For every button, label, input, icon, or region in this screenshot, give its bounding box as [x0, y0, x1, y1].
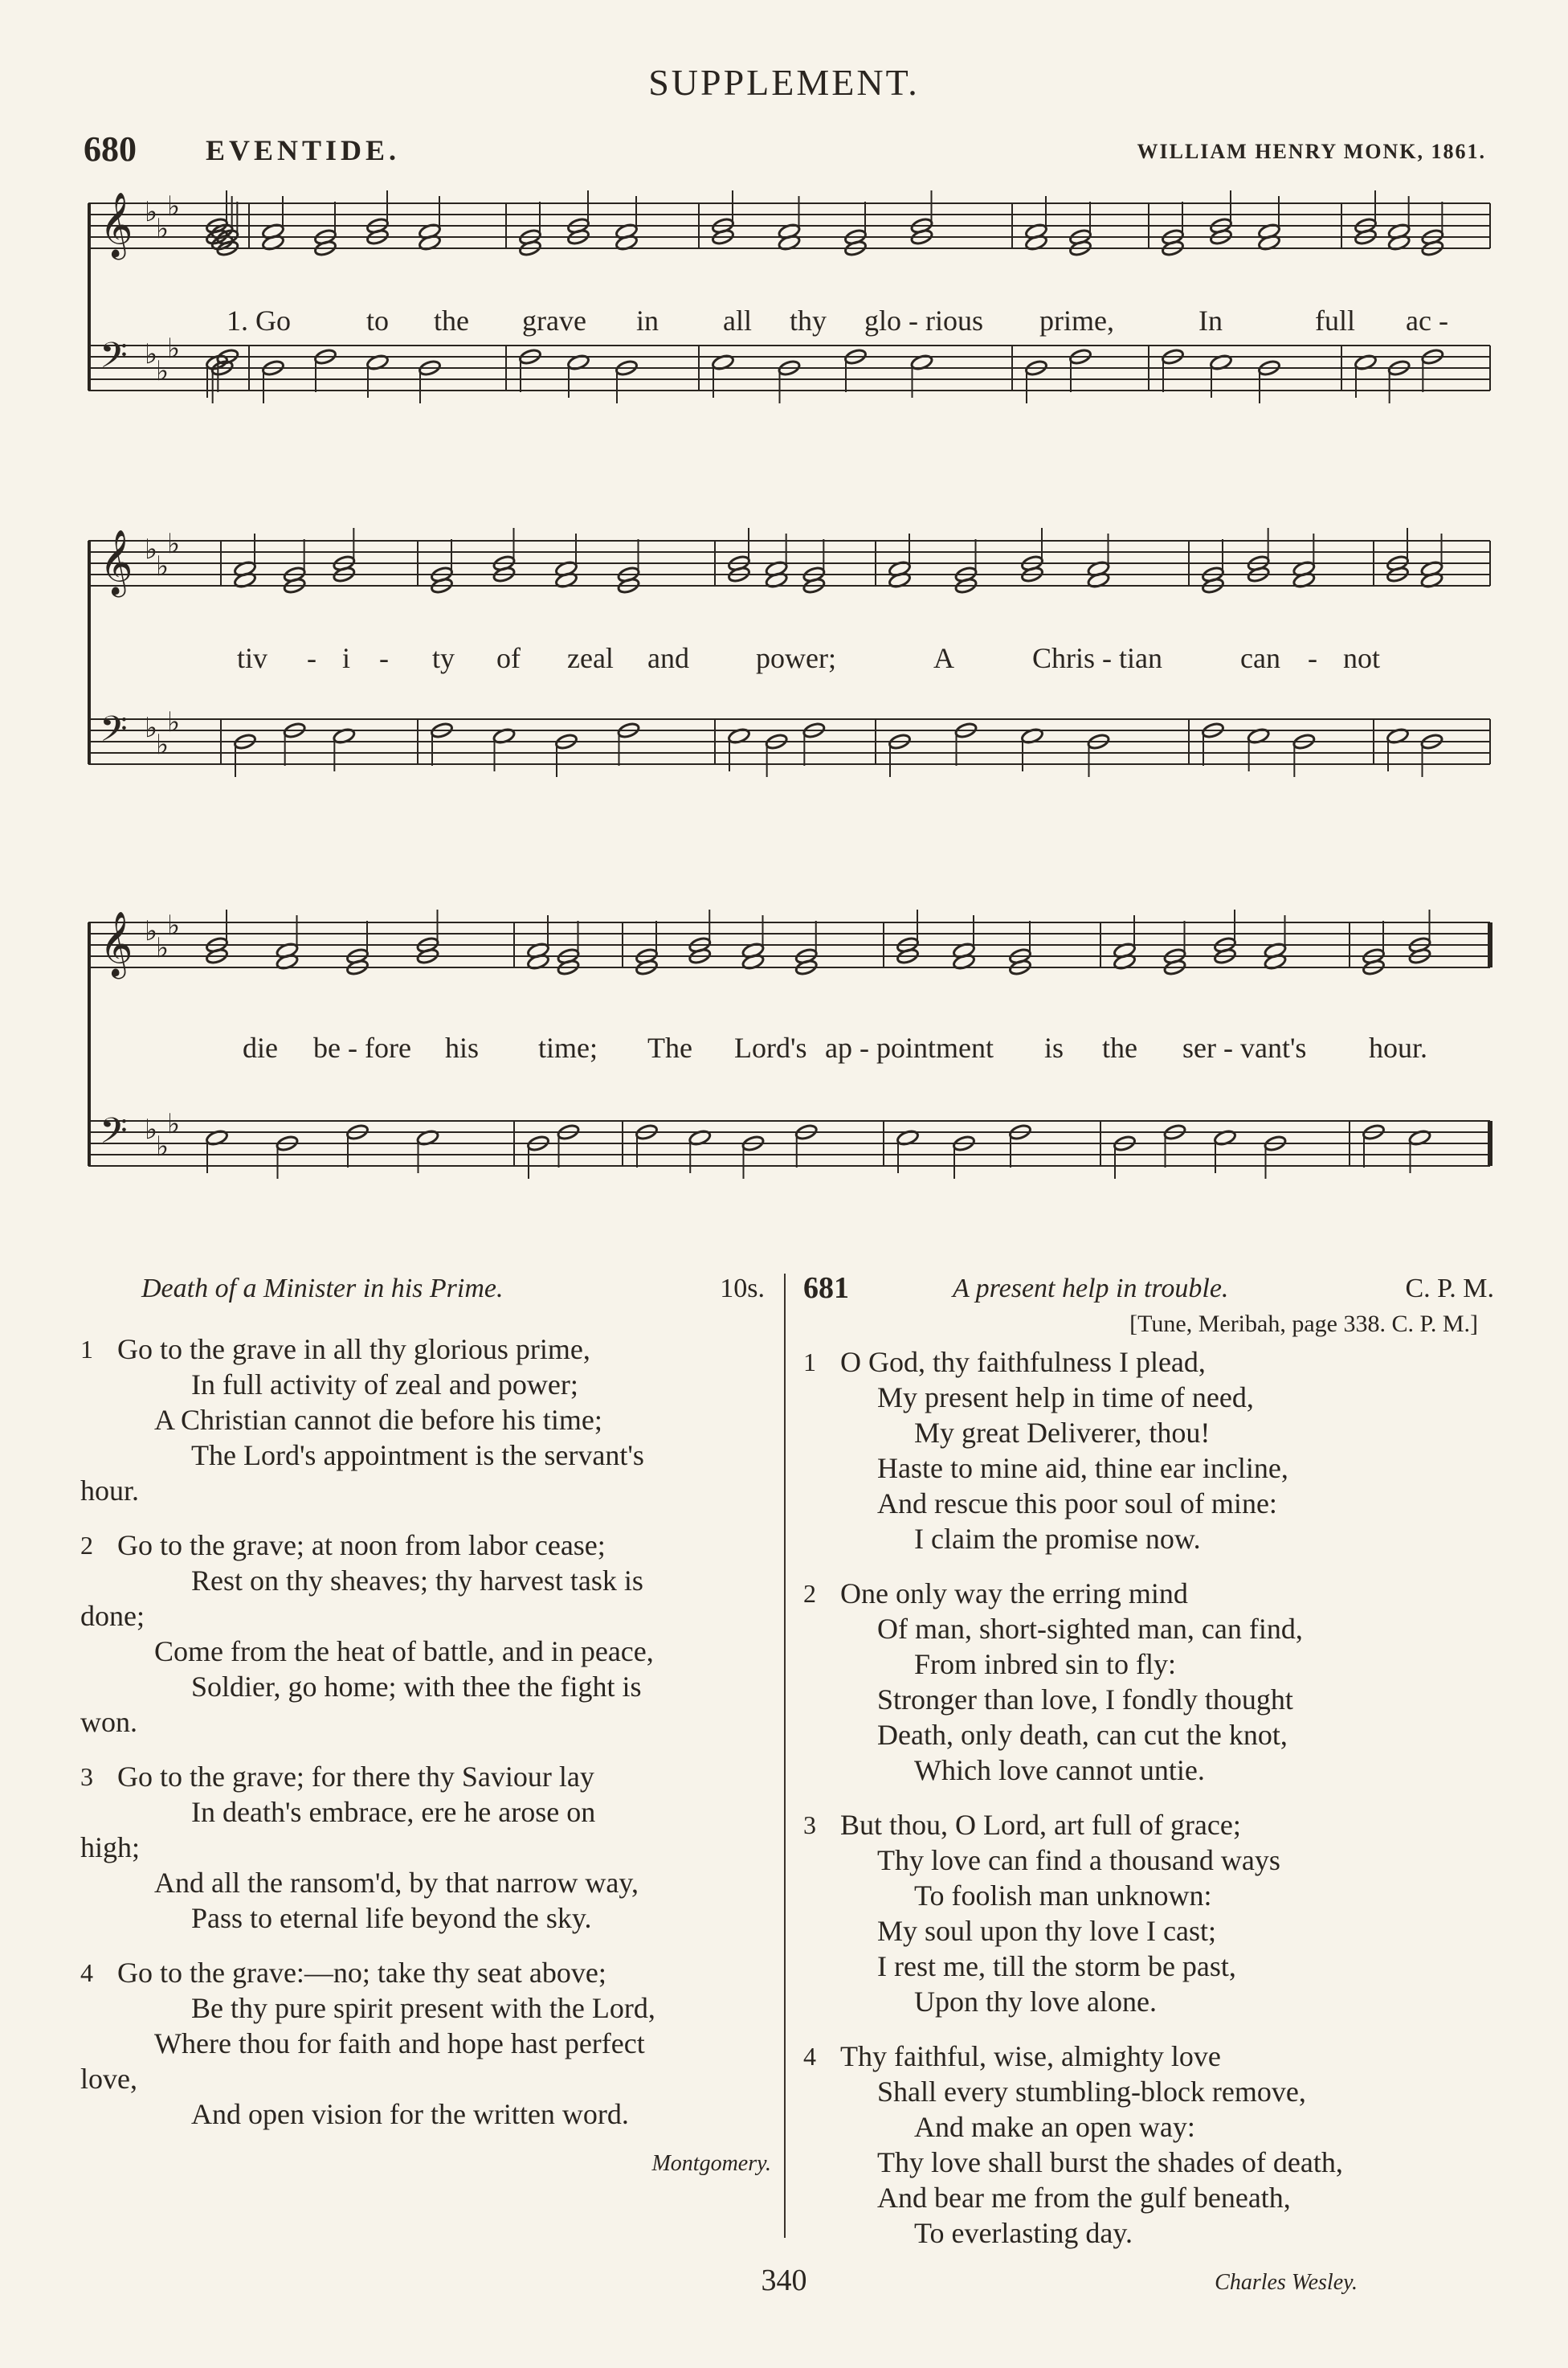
page-number: 340	[761, 2264, 807, 2297]
verse-line: In full activity of zeal and power;	[191, 1368, 578, 1401]
lyric-syllable: his	[445, 1032, 480, 1064]
stanza-number: 1	[803, 1348, 816, 1376]
verse-line: And rescue this poor soul of mine:	[877, 1487, 1277, 1519]
meter-label: C. P. M.	[1405, 1274, 1494, 1303]
verse-line: From inbred sin to fly:	[914, 1648, 1176, 1680]
lyric-syllable: ap - pointment	[825, 1032, 994, 1064]
stanza	[803, 1807, 1494, 2019]
hymn-680-header	[84, 129, 1486, 177]
bass-clef-icon: 𝄢	[100, 708, 128, 759]
verse-line: Thy love can find a thousand ways	[877, 1844, 1280, 1876]
lyric-syllable: Chris - tian	[1032, 642, 1162, 674]
stanza	[803, 1344, 1494, 1556]
verse-line: Haste to mine aid, thine ear incline,	[877, 1452, 1288, 1484]
stanza	[80, 1955, 771, 2132]
verse-line: Soldier, go home; with thee the fight is	[191, 1671, 642, 1703]
verse-line: But thou, O Lord, art full of grace;	[840, 1809, 1241, 1841]
verse-line: The Lord's appointment is the servant's	[191, 1439, 644, 1471]
lyric-syllable: 1. Go	[227, 305, 291, 337]
lyric-syllable: glo - rious	[864, 305, 983, 337]
lyric-syllable: is	[1044, 1032, 1064, 1064]
bass-clef-icon: 𝄢	[100, 334, 128, 385]
verse-line: A Christian cannot die before his time;	[154, 1404, 602, 1436]
verse-line: Go to the grave; at noon from labor cease;	[117, 1529, 606, 1561]
verse-line: Come from the heat of battle, and in peace,	[154, 1635, 654, 1667]
treble-clef-icon: 𝄞	[100, 910, 133, 976]
tune-name: EVENTIDE.	[206, 134, 401, 166]
score-staves	[88, 518, 1490, 860]
lyric-syllable: grave	[522, 305, 586, 337]
flat-sign-icon: ♭	[145, 712, 158, 744]
flat-sign-icon: ♭	[167, 333, 181, 365]
verse-line: To everlasting day.	[914, 2217, 1133, 2249]
lyric-syllable: The	[647, 1032, 692, 1064]
composer-credit: WILLIAM HENRY MONK, 1861.	[1137, 140, 1486, 163]
lyric-syllable: prime,	[1039, 305, 1114, 337]
column-divider	[784, 1274, 786, 2238]
verse-line: Go to the grave:—no; take thy seat above;	[117, 1957, 606, 1989]
music-system-1	[88, 181, 1490, 490]
verse-line: done;	[80, 1600, 145, 1632]
author-credit: Montgomery.	[651, 2151, 771, 2176]
verse-line: hour.	[80, 1474, 140, 1507]
lyric-syllable: to	[366, 305, 390, 337]
verse-line: Pass to eternal life beyond the sky.	[191, 1902, 592, 1934]
lyric-syllable: in	[636, 305, 659, 337]
lyric-syllable: A	[933, 642, 954, 674]
flat-sign-icon: ♭	[167, 1108, 181, 1140]
verse-line: Be thy pure spirit present with the Lord,	[191, 1992, 655, 2024]
lyric-syllable: can	[1240, 642, 1280, 674]
words-heading	[80, 1274, 771, 1314]
verse-line: And make an open way:	[914, 2111, 1195, 2143]
flat-sign-icon: ♭	[145, 338, 158, 370]
verse-line: Thy faithful, wise, almighty love	[840, 2040, 1221, 2072]
hymn-number: 680	[84, 129, 137, 169]
lyric-syllable: hour.	[1369, 1032, 1428, 1064]
flat-sign-icon: ♭	[156, 729, 169, 761]
flat-sign-icon: ♭	[156, 932, 169, 964]
verse-line: Go to the grave; for there thy Saviour lay	[117, 1761, 594, 1793]
verse-line: Go to the grave in all thy glorious prime,	[117, 1333, 590, 1365]
lyric-syllable: the	[1102, 1032, 1137, 1064]
lyric-syllable: time;	[538, 1032, 598, 1064]
hymn-topic: Death of a Minister in his Prime.	[141, 1274, 504, 1303]
lyric-syllable: die	[243, 1032, 278, 1064]
verse-line: In death's embrace, ere he arose on	[191, 1796, 596, 1828]
flat-sign-icon: ♭	[167, 706, 181, 738]
lyric-line-3	[88, 1031, 1490, 1071]
lyric-syllable: of	[496, 642, 521, 674]
author-credit: Charles Wesley.	[1215, 2270, 1358, 2295]
verse-line: love,	[80, 2063, 137, 2095]
verse-line: high;	[80, 1831, 141, 1863]
lyric-syllable: In	[1198, 305, 1223, 337]
lyric-syllable: -	[307, 642, 316, 674]
verse-line: I rest me, till the storm be past,	[877, 1950, 1236, 1982]
hymn-681-header	[803, 1271, 1494, 1311]
verse-line: My soul upon thy love I cast;	[877, 1915, 1216, 1947]
stanza	[803, 2039, 1494, 2251]
stanza	[80, 1528, 771, 1740]
lyric-line-2	[88, 641, 1490, 681]
lyric-syllable: not	[1343, 642, 1381, 674]
lyric-syllable: full	[1315, 305, 1355, 337]
lyric-syllable: all	[723, 305, 752, 337]
hymn-number: 681	[803, 1271, 849, 1305]
lyric-syllable: ty	[432, 642, 455, 674]
lyric-syllable: the	[434, 305, 469, 337]
flat-sign-icon: ♭	[145, 915, 158, 947]
verse-line: Stronger than love, I fondly thought	[877, 1683, 1293, 1716]
verse-line: Shall every stumbling-block remove,	[877, 2076, 1306, 2108]
hymn-680-words	[80, 1274, 771, 2177]
stanza-number: 4	[80, 1958, 93, 1987]
hymn-topic: A present help in trouble.	[953, 1274, 1229, 1303]
treble-clef-icon: 𝄞	[100, 529, 133, 595]
stanza-number: 2	[80, 1531, 93, 1560]
score-staves	[88, 900, 1490, 1278]
flat-sign-icon: ♭	[145, 534, 158, 566]
lyric-syllable: -	[1308, 642, 1317, 674]
stanza-number: 3	[803, 1810, 816, 1839]
verse-line: won.	[80, 1706, 137, 1738]
stanza-list	[80, 1331, 771, 2132]
flat-sign-icon: ♭	[145, 1114, 158, 1146]
meter-label: 10s.	[720, 1274, 765, 1303]
stanza	[80, 1759, 771, 1936]
flat-sign-icon: ♭	[167, 910, 181, 942]
verse-line: My present help in time of need,	[877, 1381, 1254, 1413]
lyric-syllable: be - fore	[313, 1032, 411, 1064]
stanza-number: 2	[803, 1579, 816, 1608]
treble-clef-icon: 𝄞	[100, 191, 133, 257]
lyric-syllable: zeal	[567, 642, 614, 674]
verse-line: Which love cannot untie.	[914, 1754, 1205, 1786]
flat-sign-icon: ♭	[156, 213, 169, 245]
verse-line: Where thou for faith and hope hast perfect	[154, 2027, 645, 2059]
music-system-2	[88, 518, 1490, 860]
flat-sign-icon: ♭	[167, 190, 181, 223]
hymn-681	[803, 1271, 1494, 2296]
stanza-number: 1	[80, 1335, 93, 1364]
lyric-syllable: ac -	[1406, 305, 1448, 337]
verse-line: And bear me from the gulf beneath,	[877, 2182, 1291, 2214]
verse-line: And all the ransom'd, by that narrow way,	[154, 1867, 639, 1899]
lyric-syllable: ser - vant's	[1182, 1032, 1307, 1064]
lyric-syllable: tiv	[237, 642, 268, 674]
lyric-line-1	[88, 304, 1490, 344]
flat-sign-icon: ♭	[156, 1131, 169, 1163]
flat-sign-icon: ♭	[156, 550, 169, 583]
flat-sign-icon: ♭	[156, 355, 169, 387]
verse-line: I claim the promise now.	[914, 1523, 1201, 1555]
verse-line: One only way the erring mind	[840, 1577, 1188, 1609]
lyric-syllable: thy	[790, 305, 827, 337]
lyric-syllable: -	[379, 642, 389, 674]
verse-line: And open vision for the written word.	[191, 2098, 629, 2130]
stanza-number: 3	[80, 1762, 93, 1791]
stanza	[80, 1331, 771, 1508]
stanza-number: 4	[803, 2042, 816, 2071]
verse-line: Upon thy love alone.	[914, 1986, 1157, 2018]
stanza	[803, 1576, 1494, 1788]
verse-line: Thy love shall burst the shades of death,	[877, 2146, 1343, 2178]
tune-reference: [Tune, Meribah, page 338. C. P. M.]	[1129, 1311, 1478, 1337]
bass-clef-icon: 𝄢	[100, 1110, 128, 1160]
verse-line: O God, thy faithfulness I plead,	[840, 1346, 1206, 1378]
stanza-list	[803, 1344, 1494, 2251]
music-system-3	[88, 900, 1490, 1278]
verse-line: To foolish man unknown:	[914, 1879, 1212, 1912]
verse-line: My great Deliverer, thou!	[914, 1417, 1211, 1449]
flat-sign-icon: ♭	[167, 528, 181, 560]
running-head: SUPPLEMENT.	[648, 62, 920, 103]
verse-line: Death, only death, can cut the knot,	[877, 1719, 1288, 1751]
lyric-syllable: power;	[756, 642, 836, 674]
lyric-syllable: Lord's	[734, 1032, 807, 1064]
verse-line: Rest on thy sheaves; thy harvest task is	[191, 1564, 643, 1597]
flat-sign-icon: ♭	[145, 196, 158, 228]
lyric-syllable: and	[647, 642, 689, 674]
lyric-syllable: i	[342, 642, 351, 674]
verse-line: Of man, short-sighted man, can find,	[877, 1613, 1303, 1645]
